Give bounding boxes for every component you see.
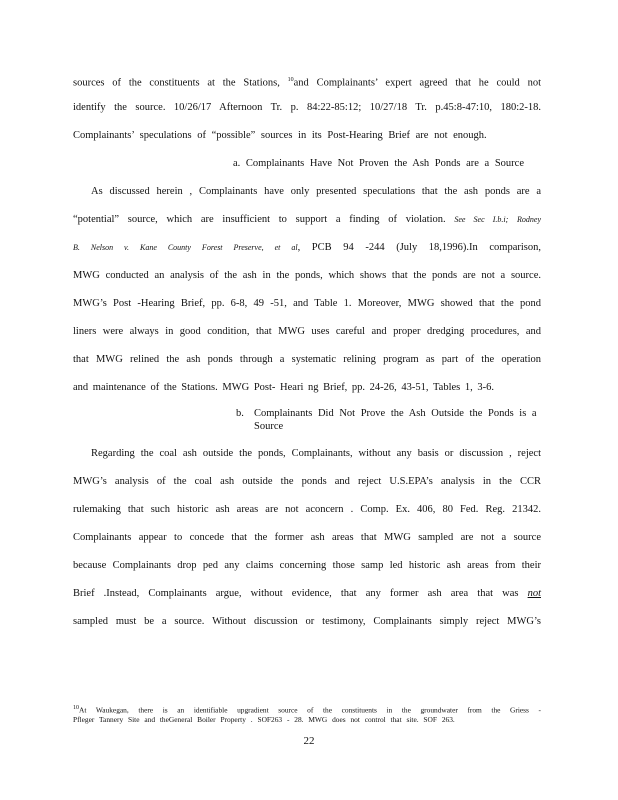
body-line: rulemaking that such historic ash areas are not aconcern . Comp. Ex. 406, 80 Fed. Reg. 21342. [73,504,541,515]
body-line [73,213,541,227]
emphasis-not: not [527,588,541,599]
body-text: Brief .Instead, Complainants argue, without evidence, that any former ash area that was [73,588,519,599]
footnote-marker: 10 [287,77,294,83]
heading-text: Complainants Did Not Prove the Ash Outside the Ponds is a [254,408,537,419]
body-line: because Complainants drop ped any claims concerning those samp led historic ash areas from their [73,560,541,571]
body-line: As discussed herein , Complainants have only presented speculations that the ash ponds are a [91,186,541,197]
heading-number: b. [236,408,244,419]
body-line [73,73,541,91]
footnote-marker: 10 [73,705,79,711]
body-line: identify the source. 10/26/17 Afternoon Tr. p. 84:22-85:12; 10/27/18 Tr. p.45:8-47:10, 180:2-18. [73,102,541,113]
body-line [73,587,541,601]
case-name: B. Nelson v. Kane County Forest Preserve, et al [73,243,298,252]
body-text: and Complainants’ expert agreed that he could not [293,77,541,89]
page-number: 22 [303,735,315,747]
citation-see: See Sec I.b.i; [454,215,509,224]
section-heading-a: a. Complainants Have Not Proven the Ash Ponds are a Source [233,158,524,169]
body-text: sources of the constituents at the Stations, [73,77,288,89]
footnote-line: Pfleger Tannery Site and theGeneral Boiler Property . SOF263 - 28. MWG does not control that site. SOF 263. [73,715,455,724]
body-line: sampled must be a source. Without discussion or testimony, Complainants simply reject MWG’s [73,616,541,627]
body-line: MWG’s Post -Hearing Brief, pp. 6-8, 49 -51, and Table 1. Moreover, MWG showed that the pond [73,298,541,309]
body-line: Complainants appear to concede that the former ash areas that MWG sampled are not a source [73,532,541,543]
body-line [73,241,541,255]
body-text: , PCB 94 -244 (July 18,1996).In comparison, [297,242,541,253]
footnote-text: At Waukegan, there is an identifiable upgradient source of the constituents in the groundwater from the Griess - [79,705,541,715]
body-line: Complainants’ speculations of “possible” sources in its Post-Hearing Brief are not enough. [73,130,487,141]
body-line: liners were always in good condition, that MWG uses careful and proper dredging procedures, and [73,326,541,337]
body-line: MWG’s analysis of the coal ash outside the ponds and reject U.S.EPA’s analysis in the CCR [73,476,541,487]
heading-text-continued: Source [254,421,284,432]
body-line: Regarding the coal ash outside the ponds, Complainants, without any basis or discussion , reject [91,448,541,459]
case-name: Rodney [517,215,542,224]
body-line: MWG conducted an analysis of the ash in the ponds, which shows that the ponds are not a source. [73,270,541,281]
section-heading-b [236,407,546,433]
body-line: that MWG relined the ash ponds through a systematic relining program as part of the operation [73,354,541,365]
body-text: “potential” source, which are insufficient to support a finding of violation. [73,214,446,225]
body-line: and maintenance of the Stations. MWG Post- Heari ng Brief, pp. 24-26, 43-51, Tables 1, 3-6. [73,382,494,393]
